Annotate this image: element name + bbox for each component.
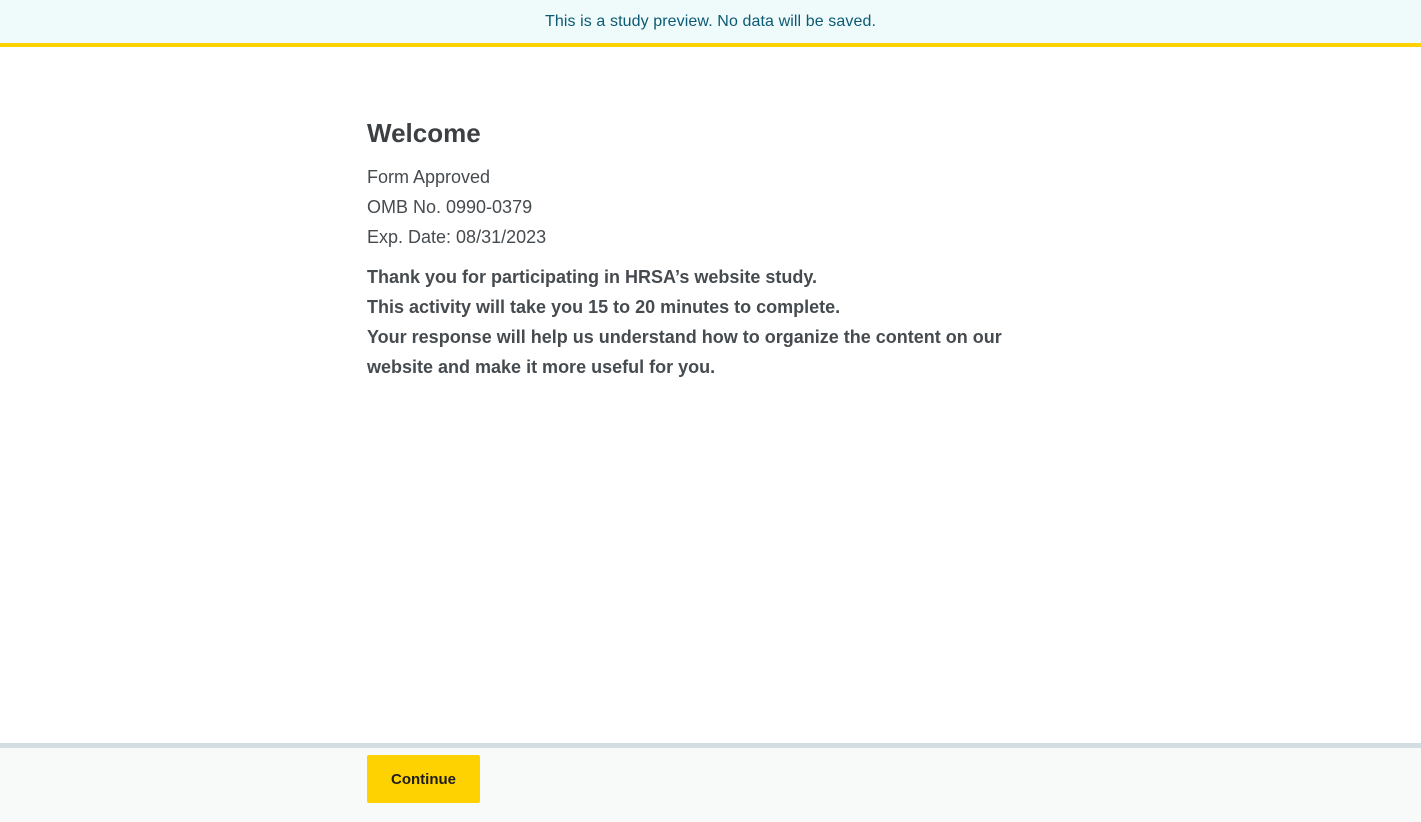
main-content bbox=[367, 116, 1047, 382]
page-title: Welcome bbox=[367, 118, 481, 148]
intro-thanks-text: Thank you for participating in HRSA’s website study. bbox=[367, 267, 818, 287]
intro-purpose-text: Your response will help us understand how to organize the content on our website and make it more useful for you. bbox=[367, 327, 1002, 377]
expiration-date-text: Exp. Date: 08/31/2023 bbox=[367, 227, 547, 247]
preview-banner bbox=[0, 0, 1421, 47]
omb-number-text: OMB No. 0990-0379 bbox=[367, 197, 533, 217]
intro-message bbox=[367, 262, 1047, 382]
intro-duration-text: This activity will take you 15 to 20 minutes to complete. bbox=[367, 297, 841, 317]
form-approval-info bbox=[367, 162, 1047, 252]
form-approved-text: Form Approved bbox=[367, 167, 491, 187]
preview-banner-text: This is a study preview. No data will be saved. bbox=[544, 12, 877, 30]
footer-bar bbox=[0, 743, 1421, 822]
continue-button[interactable]: Continue bbox=[367, 755, 480, 803]
